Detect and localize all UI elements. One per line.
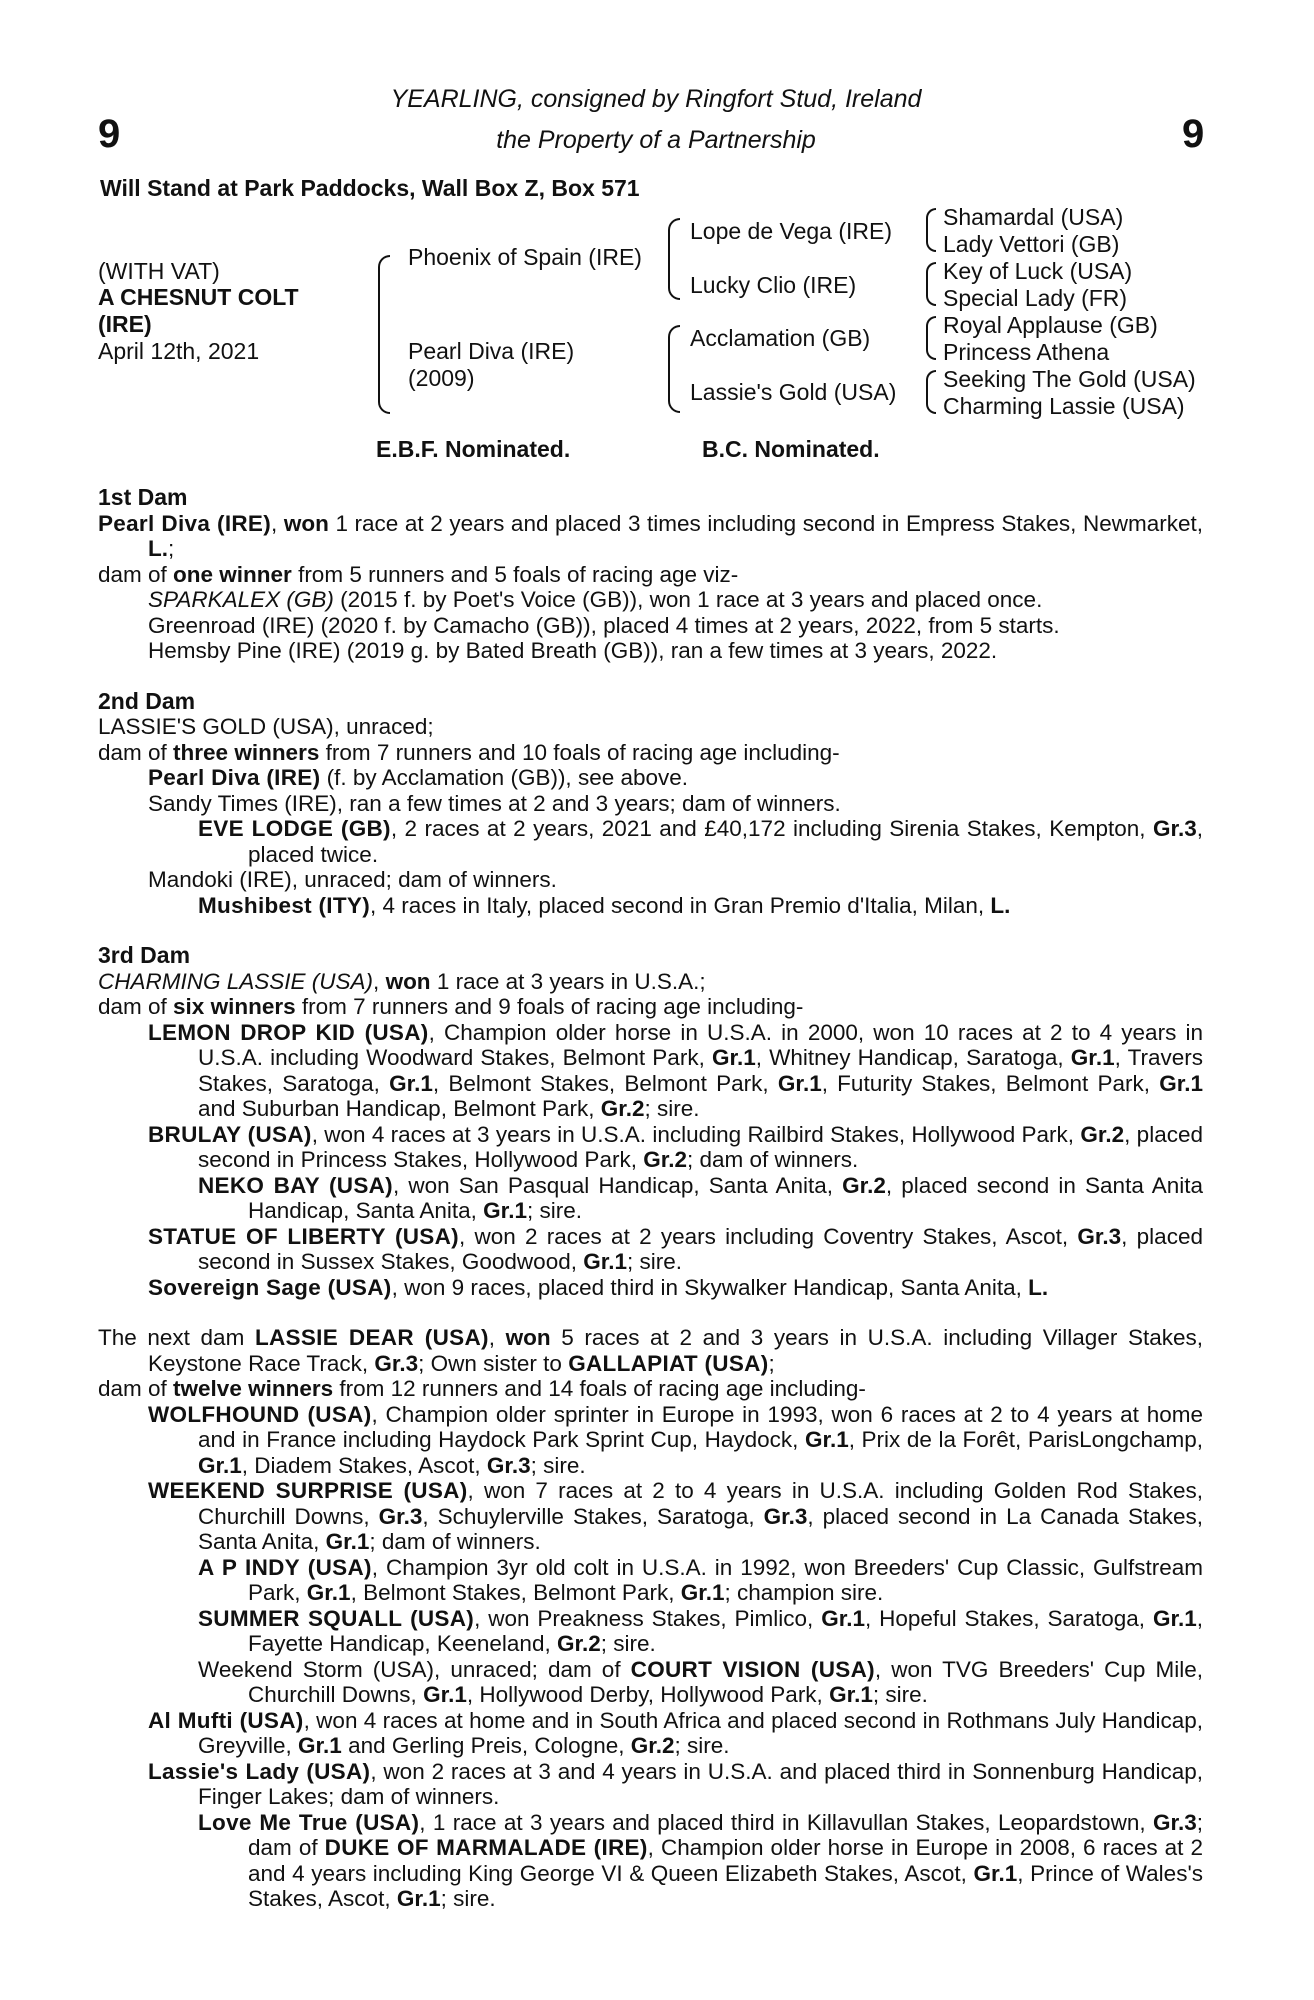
t: , Belmont Stakes, Belmont Park, (432, 1070, 778, 1096)
t: , Futurity Stakes, Belmont Park, (821, 1070, 1160, 1096)
t: , Schuylerville Stakes, Saratoga, (422, 1503, 764, 1529)
sister-name: GALLAPIAT (USA) (568, 1350, 769, 1376)
t: , Hollywood Derby, Hollywood Park, (466, 1682, 830, 1707)
next-dam-won: won (505, 1325, 551, 1350)
t: ; sire. (440, 1886, 496, 1911)
t: , Champion older horse in U.S.A. in 2000, won 10 races at 2 to 4 years in U.S.A. including Woodward Stakes, Belmont Park, (198, 1019, 1203, 1070)
first-dam-text: 1 race at 2 years and placed 3 times including second in Empress Stakes, Newmarket, (328, 510, 1203, 536)
t: , Hopeful Stakes, Saratoga, (864, 1605, 1153, 1631)
produce-text: (f. by Acclamation (GB)), see above. (320, 765, 689, 790)
grade: Gr.1 (423, 1682, 467, 1707)
t: ; dam of (248, 1809, 1203, 1860)
t: , placed second in La Canada Stakes, Santa Anita, (198, 1503, 1203, 1554)
first-dam-heading: 1st Dam (98, 484, 188, 510)
grade: Gr.1 (389, 1070, 433, 1096)
produce-entry (98, 1759, 1203, 1810)
produce-entry (98, 1606, 1203, 1657)
t: 5 races at 2 and 3 years in U.S.A. including Villager Stakes, Keystone Race Track, (148, 1325, 1203, 1376)
grade: Gr.2 (643, 1147, 687, 1172)
next-dam-section (98, 1325, 1203, 1912)
third-dam-text: 1 race at 3 years in U.S.A.; (430, 968, 706, 994)
produce-text: , 2 races at 2 years, 2021 and £40,172 including Sirenia Stakes, Kempton, (390, 816, 1153, 841)
produce-entry (98, 765, 1203, 791)
property-line: the Property of a Partnership (496, 126, 816, 154)
pedigree-brace-sire (668, 218, 680, 300)
pedigree-brace-ss (926, 208, 936, 252)
foal-name: Hemsby Pine (IRE) (148, 638, 341, 663)
lot-number-left: 9 (98, 112, 121, 156)
pedigree-dds: Seeking The Gold (USA) (943, 366, 1196, 392)
grade: Gr.1 (777, 1070, 822, 1096)
t: , placed second in Princess Stakes, Hollywood Park, (198, 1121, 1203, 1172)
grade: Gr.1 (298, 1733, 342, 1758)
t: ; sire. (674, 1733, 730, 1758)
produce-name: STATUE OF LIBERTY (USA) (148, 1223, 459, 1249)
t: , won San Pasqual Handicap, Santa Anita, (392, 1172, 843, 1198)
produce-text: , placed twice. (248, 816, 1204, 867)
produce-entry (98, 1402, 1203, 1479)
grade: Gr.1 (1152, 1605, 1197, 1631)
listed: L. (990, 892, 1011, 918)
pedigree-sss: Shamardal (USA) (943, 204, 1124, 230)
first-dam-listed: L. (148, 536, 168, 561)
produce-name: BRULAY (USA) (148, 1121, 312, 1147)
foal-record: (2015 f. by Poet's Voice (GB)), won 1 race at 3 years and placed once. (333, 587, 1043, 612)
first-dam-won: won (283, 510, 329, 536)
produce-entry (98, 1173, 1203, 1224)
t: , won 4 races at home and in South Africa and placed second in Rothmans July Handicap, Greyville, (198, 1707, 1203, 1758)
runners-foals: from 5 runners and 5 foals of racing age viz- (291, 561, 739, 587)
lot-number-right: 9 (1182, 112, 1205, 156)
pedigree-ddd: Charming Lassie (USA) (943, 393, 1185, 419)
grade: Gr.1 (483, 1198, 527, 1223)
grade: Gr.1 (396, 1886, 441, 1911)
t: , Champion older horse in Europe in 2008, 6 races at 2 and 4 years including King George VI & Queen Elizabeth Stakes, Ascot, (248, 1835, 1203, 1886)
first-dam-section (98, 485, 1203, 664)
t: , won 2 races at 2 years including Coventry Stakes, Ascot, (458, 1223, 1078, 1249)
t: ; sire. (627, 1249, 683, 1274)
produce-name: EVE LODGE (GB) (198, 816, 391, 841)
produce-entry (98, 1708, 1203, 1759)
t: , Champion 3yr old colt in U.S.A. in 1992, won Breeders' Cup Classic, Gulfstream Park, (248, 1554, 1204, 1605)
grade: Gr.2 (630, 1733, 675, 1758)
produce-name: A P INDY (USA) (198, 1554, 372, 1580)
pedigree-brace-main (378, 255, 390, 414)
grade: Gr.3 (763, 1503, 808, 1529)
first-dam-name: Pearl Diva (IRE) (98, 510, 272, 536)
produce-name: WEEKEND SURPRISE (USA) (148, 1478, 468, 1503)
t: The next dam (98, 1325, 255, 1350)
pedigree-brace-dd (926, 370, 936, 414)
grade: Gr.1 (804, 1427, 849, 1452)
t: , won 2 races at 3 and 4 years in U.S.A. and placed third in Sonnenburg Handicap, Finger Lakes; dam of winners. (198, 1758, 1203, 1809)
t: ; sire. (600, 1631, 656, 1656)
third-dam-section (98, 943, 1203, 1300)
grade: Gr.1 (1159, 1070, 1204, 1096)
pedigree-sire-dam: Lucky Clio (IRE) (690, 272, 857, 298)
foal-record: (2019 g. by Bated Breath (GB)), ran a few times at 3 years, 2022. (340, 638, 998, 663)
produce-name: Sovereign Sage (USA) (148, 1274, 392, 1300)
pedigree-dam-sire: Acclamation (GB) (690, 325, 871, 351)
winners-count: twelve winners (173, 1376, 334, 1401)
grade: Gr.1 (829, 1682, 873, 1707)
pedigree-sire: Phoenix of Spain (IRE) (408, 244, 642, 270)
dam-of-label: dam of (98, 1376, 174, 1401)
foal-name: SPARKALEX (GB) (148, 587, 334, 612)
listed: L. (1028, 1274, 1049, 1300)
t: , Whitney Handicap, Saratoga, (755, 1045, 1071, 1070)
grade: Gr.1 (821, 1605, 865, 1631)
grade: Gr.1 (198, 1452, 242, 1478)
t: , Belmont Stakes, Belmont Park, (350, 1580, 681, 1605)
sep: , (373, 968, 386, 994)
third-dam-record (98, 969, 1203, 995)
produce-entry (98, 1478, 1203, 1555)
pedigree-dss: Royal Applause (GB) (943, 312, 1158, 338)
produce-name: WOLFHOUND (USA) (148, 1401, 372, 1427)
t: ; sire. (644, 1096, 700, 1121)
produce-name: NEKO BAY (USA) (198, 1172, 393, 1198)
first-dam-end: ; (168, 536, 175, 561)
t: , Diadem Stakes, Ascot, (241, 1452, 487, 1478)
produce-name: SUMMER SQUALL (USA) (198, 1605, 475, 1631)
pedigree-brace-dam (668, 325, 680, 413)
t: , won 9 races, placed third in Skywalker Handicap, Santa Anita, (391, 1274, 1029, 1300)
grade: Gr.3 (1077, 1223, 1122, 1249)
grade: Gr.2 (1080, 1121, 1125, 1147)
grade: Gr.3 (378, 1503, 423, 1529)
pedigree-sire-sire: Lope de Vega (IRE) (690, 218, 893, 244)
next-dam-record (98, 1325, 1203, 1376)
t: , Fayette Handicap, Keeneland, (248, 1605, 1204, 1656)
produce-entry (98, 1224, 1203, 1275)
t: ; sire. (530, 1452, 586, 1478)
produce-entry: Mandoki (IRE), unraced; dam of winners. (148, 867, 557, 892)
t: , Prince of Wales's Stakes, Ascot, (248, 1860, 1203, 1911)
sep: , (488, 1325, 506, 1350)
t: ; sire. (872, 1682, 928, 1707)
runners-foals: from 7 runners and 10 foals of racing age including- (319, 739, 840, 765)
second-dam-heading: 2nd Dam (98, 687, 196, 714)
t: ; champion sire. (724, 1580, 884, 1605)
produce-name: Lassie's Lady (USA) (148, 1758, 371, 1784)
ebf-nomination: E.B.F. Nominated. (376, 436, 571, 462)
t: , placed second in Santa Anita Handicap, Santa Anita, (248, 1172, 1204, 1223)
produce-entry: Sandy Times (IRE), ran a few times at 2 and 3 years; dam of winners. (148, 790, 841, 816)
winners-count: three winners (173, 739, 320, 765)
t: , Champion older sprinter in Europe in 1993, won 6 races at 2 to 4 years at home and in France including Haydock Park Sprint Cup, Haydock, (198, 1401, 1203, 1452)
pedigree-brace-ds (926, 316, 936, 360)
second-dam-record: LASSIE'S GOLD (USA), unraced; (98, 714, 434, 739)
second-dam-section (98, 689, 1203, 919)
foaling-date: April 12th, 2021 (98, 338, 260, 364)
t: , won TVG Breeders' Cup Mile, Churchill Downs, (248, 1656, 1203, 1707)
foal-row (98, 613, 1203, 639)
produce-name: Love Me True (USA) (198, 1809, 420, 1835)
t: ; dam of winners. (686, 1147, 859, 1172)
third-dam-won: won (385, 968, 431, 994)
t: , Travers Stakes, Saratoga, (198, 1045, 1203, 1096)
grade: Gr.1 (1070, 1045, 1115, 1070)
runners-foals: from 7 runners and 9 foals of racing age including- (295, 994, 804, 1019)
t: , 1 race at 3 years and placed third in Killavullan Stakes, Leopardstown, (419, 1809, 1153, 1835)
t: ; sire. (526, 1198, 582, 1223)
grade: Gr.2 (842, 1172, 886, 1198)
grade: Gr.2 (600, 1096, 645, 1121)
t: , Prix de la Forêt, ParisLongchamp, (848, 1427, 1203, 1452)
t: , won 7 races at 2 to 4 years in U.S.A. including Golden Rod Stakes, Churchill Downs, (198, 1478, 1203, 1529)
t: and Suburban Handicap, Belmont Park, (198, 1096, 601, 1121)
produce-name: LEMON DROP KID (USA) (148, 1019, 429, 1045)
t: Weekend Storm (USA), unraced; dam of (198, 1656, 631, 1682)
produce-entry (98, 1122, 1203, 1173)
pedigree-dam-year: (2009) (408, 365, 475, 391)
foal-row (98, 638, 1203, 664)
third-dam-heading: 3rd Dam (98, 942, 191, 968)
produce-entry (98, 1555, 1203, 1606)
produce-name: Mushibest (ITY) (198, 892, 370, 918)
t: , won 4 races at 3 years in U.S.A. including Railbird Stakes, Hollywood Park, (311, 1121, 1081, 1147)
winners-count: six winners (173, 994, 296, 1019)
next-dam-produce (98, 1376, 1203, 1402)
grade: Gr.1 (680, 1580, 725, 1605)
dam-of-label: dam of (98, 739, 174, 765)
t: and Gerling Preis, Cologne, (341, 1733, 631, 1758)
grade: Gr.3 (374, 1350, 419, 1376)
bc-nomination: B.C. Nominated. (702, 436, 880, 462)
third-dam-produce (98, 994, 1203, 1020)
pedigree-sds: Key of Luck (USA) (943, 258, 1133, 284)
foal-row (98, 587, 1203, 613)
grade: Gr.3 (1152, 816, 1197, 841)
grade: Gr.2 (556, 1631, 601, 1656)
grade: Gr.1 (583, 1249, 628, 1274)
foal-record: (2020 f. by Camacho (GB)), placed 4 times at 2 years, 2022, from 5 starts. (314, 612, 1060, 638)
second-dam-produce (98, 740, 1203, 766)
produce-name: Al Mufti (USA) (148, 1707, 304, 1733)
runners-foals: from 12 runners and 14 foals of racing age including- (333, 1376, 866, 1401)
t: ; dam of winners. (369, 1529, 541, 1554)
vat-label: (WITH VAT) (98, 258, 220, 284)
pedigree-brace-sd (926, 262, 936, 306)
horse-name-line1: A CHESNUT COLT (98, 284, 299, 310)
horse-name-line2: (IRE) (98, 311, 152, 337)
produce-name: DUKE OF MARMALADE (IRE) (324, 1835, 648, 1860)
dam-of-label: dam of (98, 994, 174, 1019)
grade: Gr.3 (1152, 1809, 1197, 1835)
t: ; (768, 1350, 775, 1376)
dam-of-label: dam of (98, 561, 174, 587)
stand-location: Will Stand at Park Paddocks, Wall Box Z, Box 571 (100, 175, 640, 201)
pedigree-dsd: Princess Athena (943, 339, 1110, 365)
produce-name: COURT VISION (USA) (630, 1656, 875, 1682)
grade: Gr.1 (306, 1580, 351, 1605)
foal-name: Greenroad (IRE) (148, 612, 315, 638)
pedigree-sdd: Special Lady (FR) (943, 285, 1128, 311)
produce-entry (98, 1657, 1203, 1708)
consignor-line: YEARLING, consigned by Ringfort Stud, Ireland (390, 85, 922, 113)
grade: Gr.3 (486, 1452, 531, 1478)
t: ; Own sister to (418, 1350, 569, 1376)
next-dam-name: LASSIE DEAR (USA) (254, 1325, 489, 1350)
pedigree-dam-dam: Lassie's Gold (USA) (690, 379, 897, 405)
pedigree-ssd: Lady Vettori (GB) (943, 231, 1120, 257)
t: , placed second in Sussex Stakes, Goodwood, (198, 1223, 1203, 1274)
grade: Gr.1 (973, 1860, 1018, 1886)
first-dam-record: Pearl Diva (IRE), won 1 race at 2 years and placed 3 times including second in Empress Stakes, Newmarket, L.; (98, 510, 1203, 561)
t: , won Preakness Stakes, Pimlico, (474, 1605, 822, 1631)
produce-entry (98, 1020, 1203, 1122)
winners-count: one winner (173, 561, 292, 587)
produce-entry (98, 893, 1203, 919)
catalogue-body (98, 485, 1203, 1912)
produce-entry (98, 1810, 1203, 1912)
produce-entry (98, 816, 1203, 867)
first-dam-produce (98, 562, 1203, 588)
produce-name: Pearl Diva (IRE) (148, 765, 321, 790)
third-dam-name: CHARMING LASSIE (USA) (98, 968, 374, 994)
produce-entry (98, 1275, 1203, 1301)
pedigree-dam: Pearl Diva (IRE) (408, 338, 575, 364)
produce-text: , 4 races in Italy, placed second in Gran Premio d'Italia, Milan, (370, 892, 991, 918)
grade: Gr.1 (325, 1529, 370, 1554)
grade: Gr.1 (711, 1045, 756, 1070)
